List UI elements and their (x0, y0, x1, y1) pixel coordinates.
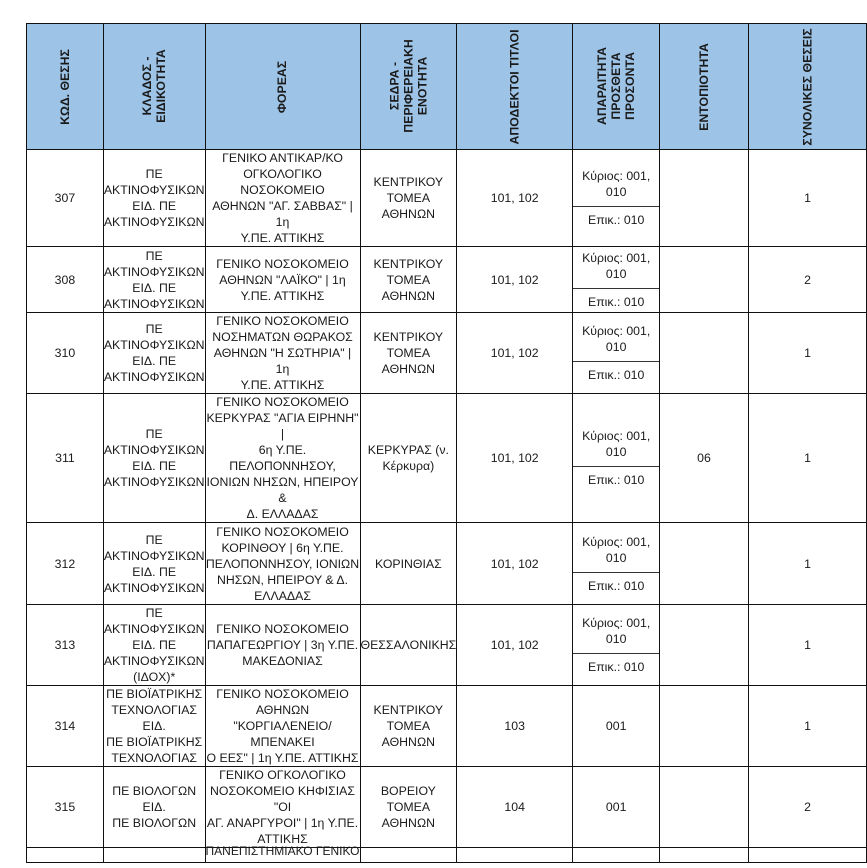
branch-specialty-line: ΤΕΧΝΟΛΟΓΙΑΣ (111, 751, 197, 765)
req-extra: Επικ.: 010 (588, 578, 645, 593)
required-qualifications (573, 523, 660, 605)
accepted-titles: 103 (457, 686, 573, 767)
branch-specialty-line: ΠΕ ΒΙΟΪΑΤΡΙΚΗΣ (106, 687, 203, 701)
position-code: 312 (27, 523, 104, 605)
req-extra: Επικ.: 010 (588, 473, 645, 487)
branch-specialty-line: ΑΚΤΙΝΟΦΥΣΙΚΩΝ (103, 475, 205, 489)
employer-body-line: ΙΟΝΙΩΝ ΝΗΣΩΝ, ΗΠΕΙΡΟΥ & (206, 475, 359, 505)
employer-body-line: ΠΑΠΑΓΕΩΡΓΙΟΥ | 3η Υ.ΠΕ. (206, 638, 359, 652)
required-qualifications (573, 686, 660, 767)
branch-specialty (103, 686, 205, 767)
seat-region-line: ΤΟΜΕΑ (386, 800, 431, 814)
seat-region-line: ΑΘΗΝΩΝ (381, 816, 436, 830)
branch-specialty (103, 247, 205, 313)
employer-body (205, 523, 360, 605)
header-code: ΚΩΔ. ΘΕΣΗΣ (27, 24, 104, 150)
employer-body (205, 313, 360, 394)
employer-body-line: 6η Υ.ΠΕ. ΠΕΛΟΠΟΝΝΗΣΟΥ, (229, 443, 336, 473)
partial-body-text: ΠΑΝΕΠΙΣΤΗΜΙΑΚΟ ΓΕΝΙΚΟ (205, 844, 360, 858)
seat-region-line: ΘΕΣΣΑΛΟΝΙΚΗΣ (360, 638, 457, 652)
locality: 06 (660, 394, 749, 523)
branch-specialty-line: ΤΕΧΝΟΛΟΓΙΑΣ ΕΙΔ. (111, 703, 197, 733)
seat-region-line: ΤΟΜΕΑ (386, 346, 431, 360)
employer-body-line: ΑΘΗΝΩΝ (255, 703, 310, 717)
total-positions: 1 (748, 150, 866, 247)
branch-specialty-line: ΠΕ ΒΙΟΛΟΓΩΝ (112, 816, 197, 830)
branch-specialty-line: ΑΚΤΙΝΟΦΥΣΙΚΩΝ (103, 370, 205, 384)
employer-body-line: ΕΛΛΑΔΑΣ (254, 588, 311, 603)
table-row (27, 313, 867, 394)
employer-body-line: ΠΕΛΟΠΟΝΝΗΣΟΥ, ΙΟΝΙΩΝ (205, 556, 360, 571)
locality (660, 605, 749, 686)
seat-region-line: ΚΕΝΤΡΙΚΟΥ (373, 256, 444, 271)
accepted-titles: 104 (457, 767, 573, 848)
employer-body-line: ΟΓΚΟΛΟΓΙΚΟ ΝΟΣΟΚΟΜΕΙΟ (240, 167, 325, 197)
header-row (27, 24, 867, 150)
seat-region-line: ΑΘΗΝΩΝ (381, 288, 436, 303)
accepted-titles: 101, 102 (457, 150, 573, 247)
employer-body (205, 767, 360, 848)
total-positions: 1 (748, 523, 866, 605)
employer-body-line: ΑΘΗΝΩΝ "ΑΓ. ΣΑΒΒΑΣ" | 1η (212, 199, 353, 229)
req-main: Κύριος: 001, 010 (582, 429, 651, 459)
branch-specialty-line: ΑΚΤΙΝΟΦΥΣΙΚΩΝ (103, 654, 205, 668)
req-extra: Επικ.: 010 (588, 294, 645, 309)
locality (660, 523, 749, 605)
table-row (27, 605, 867, 686)
position-code: 307 (27, 150, 104, 247)
total-positions: 1 (748, 605, 866, 686)
branch-specialty-line: (ΙΔΟΧ)* (133, 670, 176, 684)
accepted-titles: 101, 102 (457, 394, 573, 523)
employer-body-line: ΓΕΝΙΚΟ ΝΟΣΟΚΟΜΕΙΟ (216, 256, 349, 271)
seat-region-line: Κέρκυρα) (382, 459, 435, 473)
branch-specialty (103, 150, 205, 247)
seat-region (360, 686, 457, 767)
locality (660, 247, 749, 313)
employer-body-line: ΓΕΝΙΚΟ ΟΓΚΟΛΟΓΙΚΟ (219, 768, 346, 782)
total-positions: 1 (748, 313, 866, 394)
employer-body-line: ΜΑΚΕΔΟΝΙΑΣ (242, 654, 323, 668)
total-positions: 1 (748, 686, 866, 767)
seat-region (360, 767, 457, 848)
req-main: Κύριος: 001, 010 (582, 534, 651, 565)
accepted-titles: 101, 102 (457, 313, 573, 394)
req-main: Κύριος: 001, 010 (582, 324, 651, 354)
employer-body-line: ΚΕΡΚΥΡΑΣ "ΑΓΙΑ ΕΙΡΗΝΗ" | (206, 411, 359, 441)
branch-specialty (103, 523, 205, 605)
employer-body (205, 247, 360, 313)
required-qualifications (573, 605, 660, 686)
required-qualifications (573, 247, 660, 313)
table-row (27, 247, 867, 313)
req-main: 001 (605, 800, 627, 814)
employer-body-line: ΓΕΝΙΚΟ ΝΟΣΟΚΟΜΕΙΟ (216, 622, 349, 636)
seat-region (360, 394, 457, 523)
accepted-titles: 101, 102 (457, 605, 573, 686)
employer-body-line: ΓΕΝΙΚΟ ΝΟΣΟΚΟΜΕΙΟ (216, 314, 349, 328)
table-row-partial (27, 848, 867, 863)
branch-specialty-line: ΠΕ ΒΙΟΪΑΤΡΙΚΗΣ (106, 735, 203, 749)
branch-specialty-line: ΕΙΔ. ΠΕ (132, 459, 177, 473)
branch-specialty-line: ΑΚΤΙΝΟΦΥΣΙΚΩΝ (103, 215, 205, 229)
req-extra: Επικ.: 010 (588, 213, 645, 227)
employer-body-line: Υ.ΠΕ. ΑΤΤΙΚΗΣ (240, 378, 325, 392)
req-main: 001 (605, 719, 627, 733)
seat-region (360, 247, 457, 313)
employer-body (205, 605, 360, 686)
seat-region-line: ΑΘΗΝΩΝ (381, 735, 436, 749)
employer-body-line: ΝΟΣΟΚΟΜΕΙΟ ΚΗΦΙΣΙΑΣ "ΟΙ (210, 784, 355, 814)
employer-body-line: ΝΗΣΩΝ, ΗΠΕΙΡΟΥ & Δ. (217, 572, 348, 587)
branch-specialty-line: ΠΕ ΑΚΤΙΝΟΦΥΣΙΚΩΝ (103, 606, 205, 636)
table-row (27, 150, 867, 247)
branch-specialty-line: ΕΙΔ. ΠΕ (132, 638, 177, 652)
empty-cell (457, 848, 573, 863)
branch-specialty (103, 394, 205, 523)
position-code: 311 (27, 394, 104, 523)
branch-specialty-line: ΠΕ ΑΚΤΙΝΟΦΥΣΙΚΩΝ (103, 322, 205, 352)
locality (660, 767, 749, 848)
position-code: 315 (27, 767, 104, 848)
accepted-titles: 101, 102 (457, 523, 573, 605)
empty-cell (573, 848, 660, 863)
empty-cell (660, 848, 749, 863)
empty-cell (103, 848, 205, 863)
employer-body (205, 150, 360, 247)
branch-specialty-line: ΑΚΤΙΝΟΦΥΣΙΚΩΝ (103, 296, 205, 311)
header-requirements: ΑΠΑΡΑΙΤΗΤΑ ΠΡΟΣΘΕΤΑ ΠΡΟΣΟΝΤΑ (573, 24, 660, 150)
branch-specialty-line: ΠΕ ΑΚΤΙΝΟΦΥΣΙΚΩΝ (103, 532, 205, 563)
branch-specialty (103, 605, 205, 686)
seat-region (360, 313, 457, 394)
employer-body-line: Υ.ΠΕ. ΑΤΤΙΚΗΣ (240, 231, 325, 245)
required-qualifications (573, 394, 660, 523)
req-main: Κύριος: 001, 010 (582, 616, 651, 646)
branch-specialty-line: ΕΙΔ. ΠΕ (132, 354, 177, 368)
seat-region-line: ΚΕΝΤΡΙΚΟΥ (373, 175, 444, 189)
locality (660, 686, 749, 767)
employer-body (205, 686, 360, 767)
locality (660, 313, 749, 394)
table-row (27, 394, 867, 523)
branch-specialty-line: ΑΚΤΙΝΟΦΥΣΙΚΩΝ (103, 580, 205, 595)
employer-body-line: Δ. ΕΛΛΑΔΑΣ (246, 507, 319, 521)
req-divider (573, 653, 659, 654)
required-qualifications (573, 767, 660, 848)
branch-specialty-line: ΠΕ ΑΚΤΙΝΟΦΥΣΙΚΩΝ (103, 167, 205, 197)
req-divider (573, 288, 659, 289)
employer-body (205, 844, 360, 863)
branch-specialty-line: ΠΕ ΑΚΤΙΝΟΦΥΣΙΚΩΝ (103, 427, 205, 457)
accepted-titles: 101, 102 (457, 247, 573, 313)
seat-region-line: ΚΕΝΤΡΙΚΟΥ (373, 703, 444, 717)
table-row (27, 767, 867, 848)
employer-body-line: ΑΘΗΝΩΝ "Η ΣΩΤΗΡΙΑ" | 1η (213, 346, 352, 376)
branch-specialty-line: ΠΕ ΒΙΟΛΟΓΩΝ ΕΙΔ. (112, 784, 197, 814)
position-code: 308 (27, 247, 104, 313)
table-row (27, 686, 867, 767)
req-main: Κύριος: 001, 010 (582, 250, 651, 281)
empty-cell (748, 848, 866, 863)
seat-region-line: ΚΕΡΚΥΡΑΣ (ν. (367, 443, 449, 457)
employer-body-line: ΓΕΝΙΚΟ ΝΟΣΟΚΟΜΕΙΟ (216, 687, 349, 701)
seat-region (360, 605, 457, 686)
employer-body-line: ΑΓ. ΑΝΑΡΓΥΡΟΙ" | 1η Υ.ΠΕ. (206, 816, 359, 830)
req-divider (573, 206, 659, 207)
total-positions: 2 (748, 767, 866, 848)
header-titles: ΑΠΟΔΕΚΤΟΙ ΤΙΤΛΟΙ (457, 24, 573, 150)
header-body: ΦΟΡΕΑΣ (205, 24, 360, 150)
locality (660, 150, 749, 247)
employer-body-line: ΑΘΗΝΩΝ "ΛΑΪΚΟ" | 1η (219, 272, 346, 287)
req-divider (573, 361, 659, 362)
position-code: 313 (27, 605, 104, 686)
position-code: 310 (27, 313, 104, 394)
seat-region (360, 150, 457, 247)
empty-cell (27, 848, 104, 863)
branch-specialty-line: ΠΕ ΑΚΤΙΝΟΦΥΣΙΚΩΝ (103, 248, 205, 279)
required-qualifications (573, 313, 660, 394)
employer-body-line: ΑΤΤΙΚΗΣ (257, 832, 308, 846)
total-positions: 2 (748, 247, 866, 313)
branch-specialty-line: ΕΙΔ. ΠΕ (132, 280, 177, 295)
branch-specialty (103, 313, 205, 394)
req-divider (573, 572, 659, 573)
seat-region-line: ΑΘΗΝΩΝ (381, 362, 436, 376)
employer-body-line: Ο ΕΕΣ" | 1η Υ.ΠΕ. ΑΤΤΙΚΗΣ (206, 751, 359, 765)
branch-specialty-line: ΕΙΔ. ΠΕ (132, 199, 177, 213)
seat-region-line: ΚΟΡΙΝΘΙΑΣ (375, 556, 442, 571)
empty-cell (360, 848, 457, 863)
branch-specialty-line: ΕΙΔ. ΠΕ (132, 564, 177, 579)
required-qualifications (573, 150, 660, 247)
branch-specialty (103, 767, 205, 848)
seat-region (360, 523, 457, 605)
employer-body-line: ΓΕΝΙΚΟ ΝΟΣΟΚΟΜΕΙΟ (216, 524, 349, 539)
employer-body-line: ΚΟΡΙΝΘΟΥ | 6η Υ.ΠΕ. (221, 540, 344, 555)
seat-region-line: ΚΕΝΤΡΙΚΟΥ (373, 330, 444, 344)
employer-body (205, 394, 360, 523)
req-extra: Επικ.: 010 (588, 368, 645, 382)
employer-body-line: "ΚΟΡΓΙΑΛΕΝΕΙΟ/ΜΠΕΝΑΚΕΙ (233, 719, 332, 749)
seat-region-line: ΤΟΜΕΑ (386, 719, 431, 733)
seat-region-line: ΤΟΜΕΑ (386, 272, 431, 287)
employer-body-line: ΓΕΝΙΚΟ ΑΝΤΙΚΑΡ/ΚΟ (222, 151, 343, 165)
req-main: Κύριος: 001, 010 (582, 169, 651, 199)
header-branch: ΚΛΑΔΟΣ - ΕΙΔΙΚΟΤΗΤΑ (103, 24, 205, 150)
req-extra: Επικ.: 010 (588, 660, 645, 674)
header-seat: ΣΕΔΡΑ - ΠΕΡΙΦΕΡΕΙΑΚΗ ΕΝΟΤΗΤΑ (360, 24, 457, 150)
employer-body-line: ΓΕΝΙΚΟ ΝΟΣΟΚΟΜΕΙΟ (216, 395, 349, 409)
seat-region-line: ΑΘΗΝΩΝ (381, 207, 436, 221)
req-divider (573, 466, 659, 467)
total-positions: 1 (748, 394, 866, 523)
seat-region-line: ΤΟΜΕΑ (386, 191, 431, 205)
seat-region-line: ΒΟΡΕΙΟΥ (380, 784, 436, 798)
header-locality: ΕΝΤΟΠΙΟΤΗΤΑ (660, 24, 749, 150)
positions-table (26, 23, 867, 863)
table-row (27, 523, 867, 605)
employer-body-line: Υ.ΠΕ. ΑΤΤΙΚΗΣ (240, 288, 325, 303)
position-code: 314 (27, 686, 104, 767)
employer-body-line: ΝΟΣΗΜΑΤΩΝ ΘΩΡΑΚΟΣ (212, 330, 353, 344)
header-total: ΣΥΝΟΛΙΚΕΣ ΘΕΣΕΙΣ (748, 24, 866, 150)
